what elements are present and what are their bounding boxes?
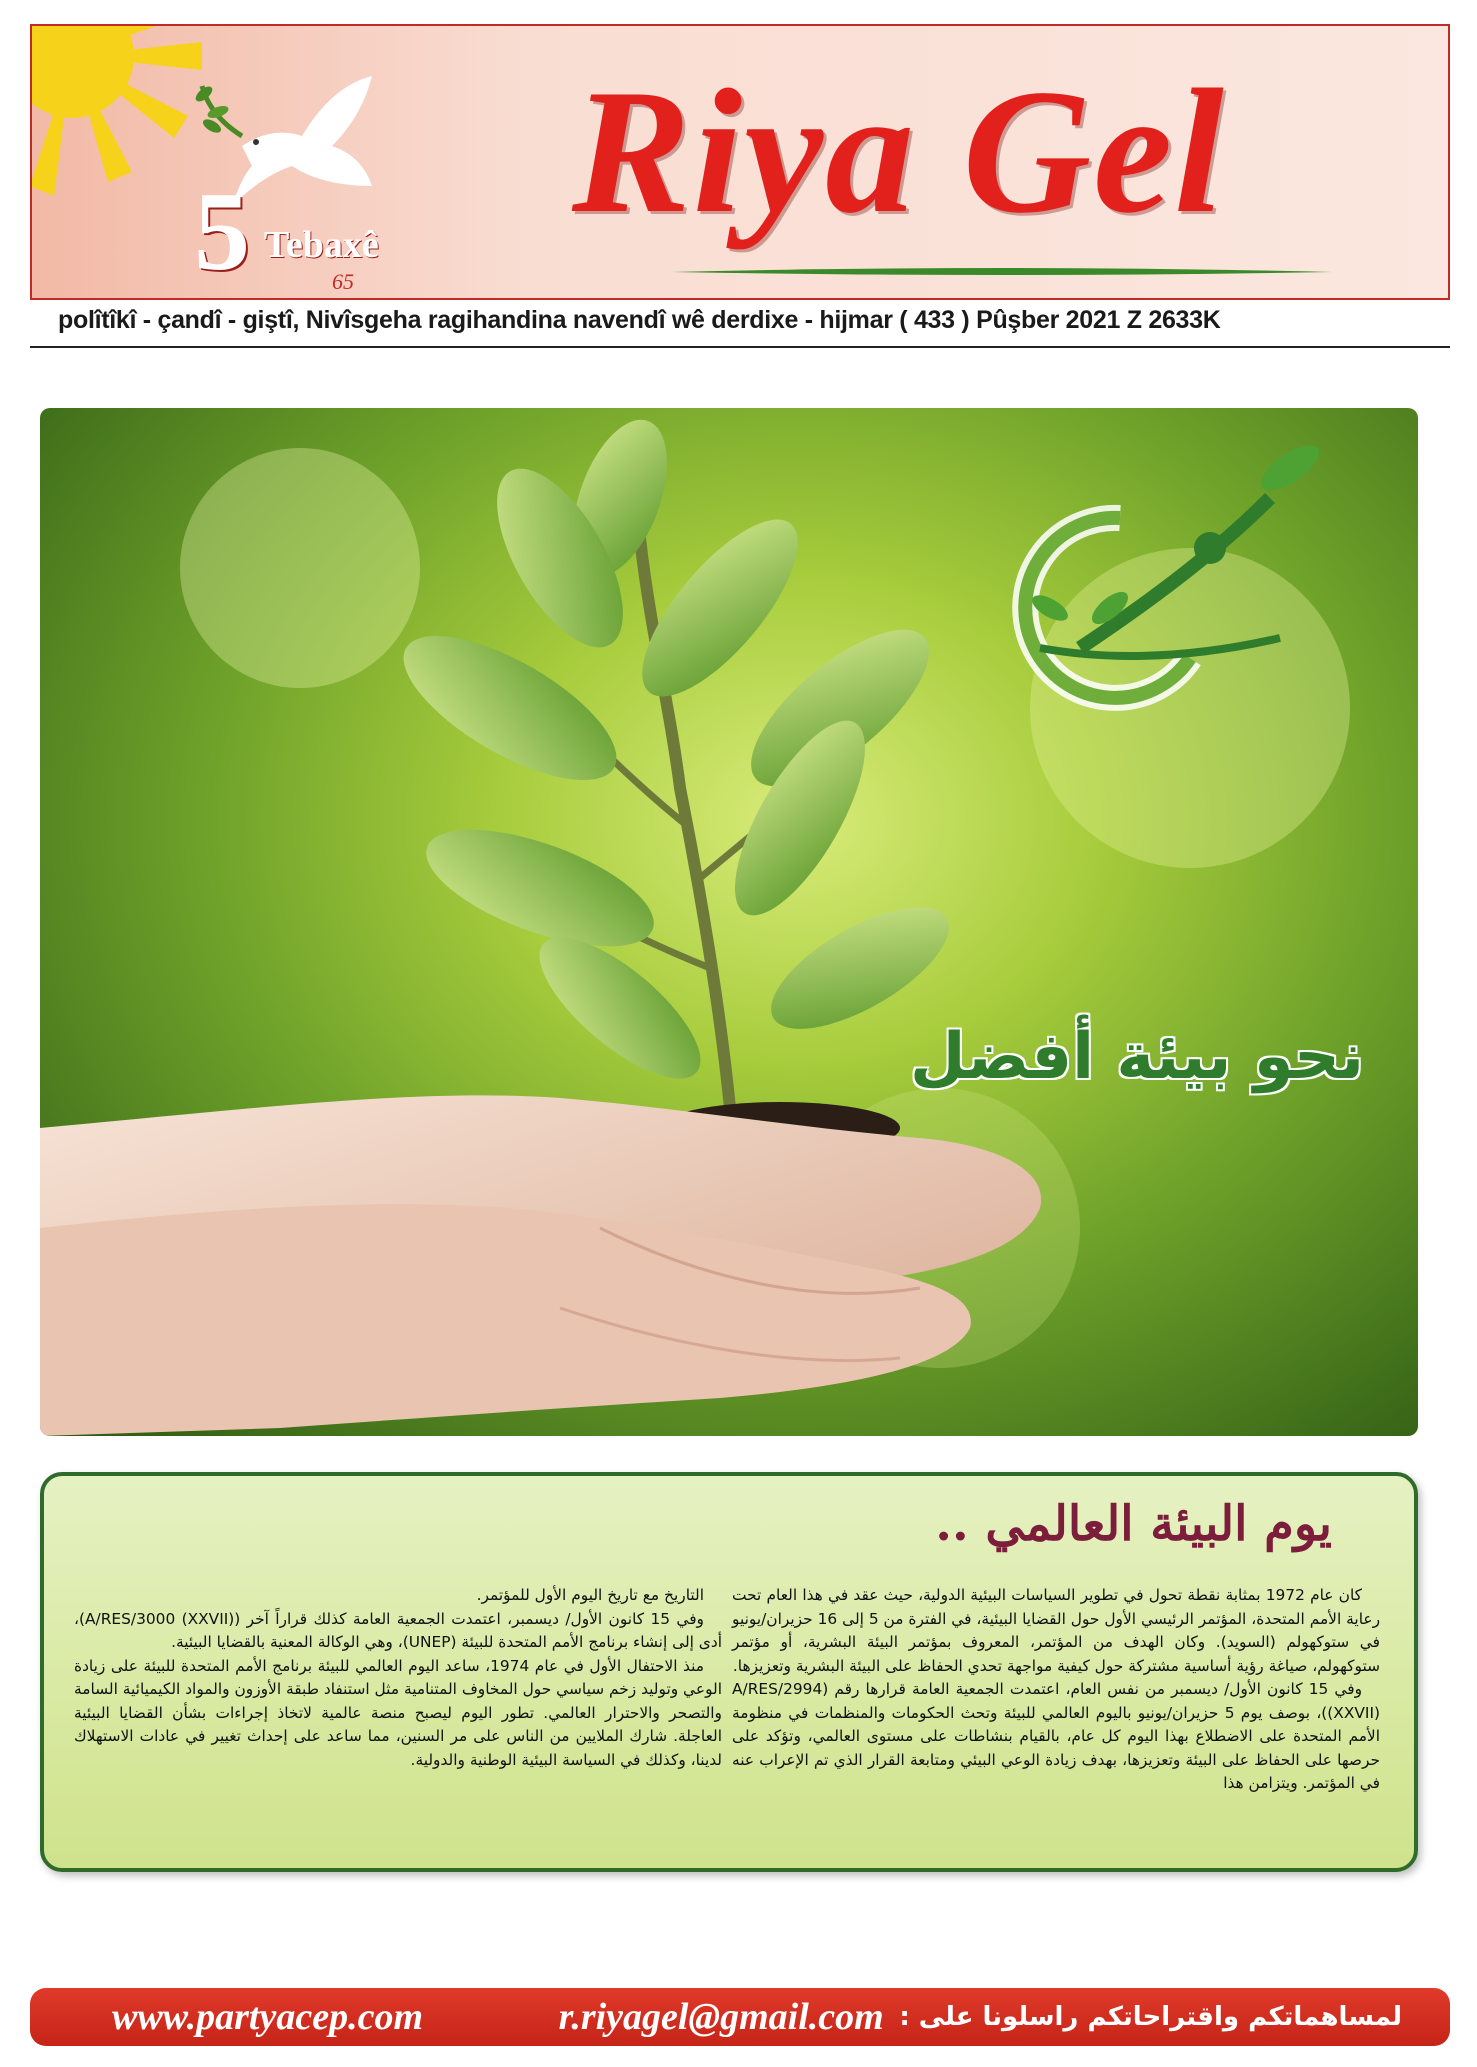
- article-column-left: [74, 1584, 722, 1772]
- brand-title: Riya Gel: [572, 52, 1226, 250]
- anniversary-year: 65: [332, 269, 354, 294]
- article-paragraph: وفي 15 كانون الأول/ ديسمبر من نفس العام، اعتمدت الجمعية العامة قرارها رقم (A/RES/2994 (XXVII))، بوصف يوم 5 حزيران/يونيو باليوم العالمي للبيئة وتحث الحكومات والمنظمات في منظومة الأمم المتحدة على الاضطلاع بهذا اليوم كل عام، بالقيام بنشاطات على مستوى العالمي، وتؤكد على حرصها على الحفاظ على البيئة وتعزيزها، بهدف زيادة الوعي البيئي ومتابعة القرار الذي تم الإعراب عنه في المؤتمر. ويتزامن هذا: [732, 1680, 1380, 1792]
- header-divider: [30, 346, 1450, 348]
- article-paragraph: التاريخ مع تاريخ اليوم الأول للمؤتمر.: [476, 1586, 704, 1604]
- article-paragraph: وفي 15 كانون الأول/ ديسمبر، اعتمدت الجمعية العامة كذلك قراراً آخر (A/RES/3000 (XXVII))، أدى إلى إنشاء برنامج الأمم المتحدة للبيئة (UNEP)، وهي الوكالة المعنية بالقضايا البيئية.: [74, 1609, 722, 1651]
- brand-underline: [672, 264, 1332, 278]
- seedling-in-hands-illustration: [40, 408, 1418, 1436]
- article-title: يوم البيئة العالمي ..: [935, 1496, 1332, 1552]
- contact-note: لمساهماتكم واقتراحاتكم راسلونا على :: [899, 2002, 1402, 2032]
- article-paragraph: منذ الاحتفال الأول في عام 1974، ساعد اليوم العالمي للبيئة برنامج الأمم المتحدة للبيئة على زيادة الوعي وتوليد زخم سياسي حول المخاوف المتنامية مثل استنفاد طبقة الأوزون والمواد الكيميائية السامة والتصحر والاحترار العالمي. تطور اليوم ليصبح منصة عالمية لاتخاذ إجراءات بشأن القضايا البيئية العاجلة. شارك الملايين من الناس على مر السنين، مما ساعد على إحداث تغيير في عادات الاستهلاك لدينا، وكذلك في السياسة البيئية الوطنية والدولية.: [74, 1656, 722, 1769]
- anniversary-word: Tebaxê: [264, 224, 379, 266]
- issue-info-line: polîtîkî - çandî - giştî, Nivîsgeha ragihandina navendî wê derdixe - hijmar ( 433 ) Pûşber 2021 Z 2633K: [58, 306, 1221, 334]
- article-paragraph: كان عام 1972 بمثابة نقطة تحول في تطوير السياسات البيئية الدولية، حيث عقد في هذا العام تحت رعاية الأمم المتحدة، المؤتمر الرئيسي الأول حول القضايا البيئية، في الفترة من 5 إلى 16 حزيران/يونيو في ستوكهولم (السويد). وكان الهدف من المؤتمر، المعروف بمؤتمر البيئة البشرية، أو مؤتمر ستوكهولم، صياغة رؤية أساسية مشتركة حول كيفية مواجهة تحدي الحفاظ على البيئة البشرية وتعزيزها.: [732, 1586, 1380, 1675]
- article-column-right: [732, 1584, 1380, 1796]
- eco-logo-tagline: نحو بيئة أفضل: [910, 1020, 1364, 1094]
- masthead: [30, 24, 1450, 300]
- anniversary-number: 5: [194, 170, 250, 294]
- article-box: [40, 1472, 1418, 1872]
- cover-photo: [40, 408, 1418, 1436]
- email-link[interactable]: r.riyagel@gmail.com: [558, 1996, 884, 2038]
- website-link[interactable]: www.partyacep.com: [112, 1996, 423, 2038]
- footer-bar: [30, 1988, 1450, 2046]
